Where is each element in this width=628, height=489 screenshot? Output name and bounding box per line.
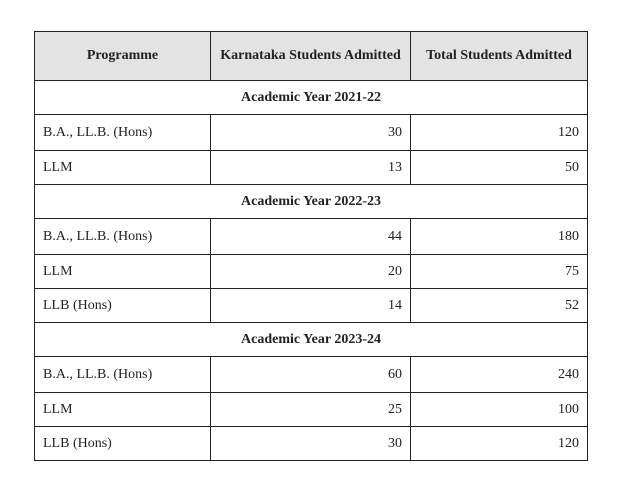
- karnataka-count-cell: 44: [211, 219, 411, 255]
- table-row: [35, 427, 588, 461]
- header-programme: Programme: [35, 32, 211, 81]
- table-row: [35, 393, 588, 427]
- karnataka-count-cell: 30: [211, 115, 411, 151]
- section-row-2022-23: [35, 185, 588, 219]
- table-row: [35, 289, 588, 323]
- karnataka-count-cell: 13: [211, 151, 411, 185]
- total-count-cell: 120: [411, 115, 588, 151]
- karnataka-count-cell: 14: [211, 289, 411, 323]
- table-row: [35, 357, 588, 393]
- total-count-cell: 100: [411, 393, 588, 427]
- programme-cell: LLM: [35, 393, 211, 427]
- total-count-cell: 180: [411, 219, 588, 255]
- total-count-cell: 75: [411, 255, 588, 289]
- total-count-cell: 52: [411, 289, 588, 323]
- programme-cell: LLB (Hons): [35, 427, 211, 461]
- total-count-cell: 120: [411, 427, 588, 461]
- table-row: [35, 255, 588, 289]
- karnataka-count-cell: 20: [211, 255, 411, 289]
- programme-cell: LLM: [35, 255, 211, 289]
- karnataka-count-cell: 25: [211, 393, 411, 427]
- header-total-students: Total Students Admitted: [411, 32, 588, 81]
- programme-cell: B.A., LL.B. (Hons): [35, 219, 211, 255]
- table-body: [35, 81, 588, 461]
- section-row-2023-24: [35, 323, 588, 357]
- table-row: [35, 219, 588, 255]
- header-row: [35, 32, 588, 81]
- programme-cell: B.A., LL.B. (Hons): [35, 115, 211, 151]
- header-karnataka-students: Karnataka Students Admitted: [211, 32, 411, 81]
- table-row: [35, 115, 588, 151]
- admissions-table: [34, 31, 588, 461]
- programme-cell: LLB (Hons): [35, 289, 211, 323]
- karnataka-count-cell: 30: [211, 427, 411, 461]
- total-count-cell: 240: [411, 357, 588, 393]
- section-year-label: Academic Year 2021-22: [35, 81, 588, 115]
- section-year-label: Academic Year 2022-23: [35, 185, 588, 219]
- programme-cell: LLM: [35, 151, 211, 185]
- section-year-label: Academic Year 2023-24: [35, 323, 588, 357]
- karnataka-count-cell: 60: [211, 357, 411, 393]
- programme-cell: B.A., LL.B. (Hons): [35, 357, 211, 393]
- total-count-cell: 50: [411, 151, 588, 185]
- table-row: [35, 151, 588, 185]
- section-row-2021-22: [35, 81, 588, 115]
- table-header: [35, 32, 588, 81]
